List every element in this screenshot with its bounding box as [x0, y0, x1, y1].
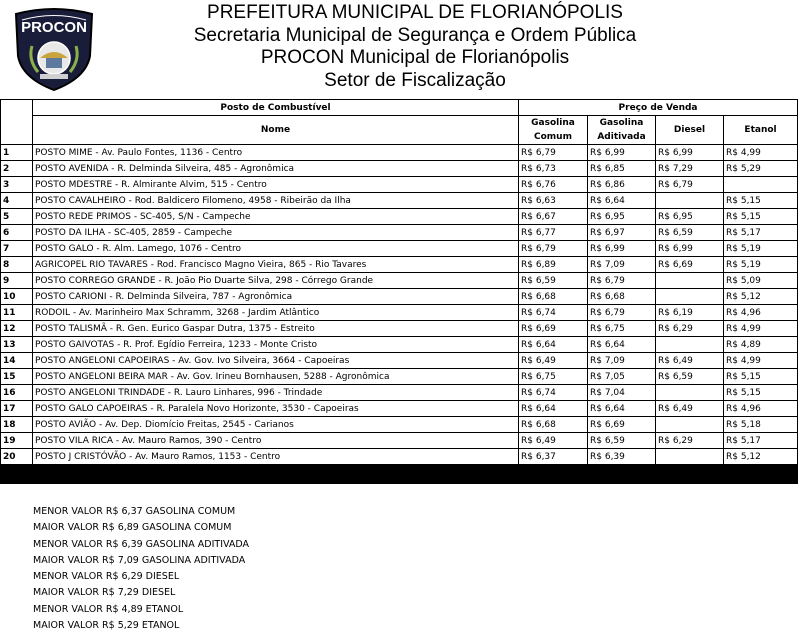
- price-ethanol: R$ 5,15: [724, 369, 798, 385]
- row-number: 18: [1, 417, 33, 433]
- page-header: [130, 2, 700, 92]
- table-row: [1, 385, 798, 401]
- price-diesel: [656, 289, 724, 305]
- price-ethanol: R$ 4,89: [724, 337, 798, 353]
- price-ethanol: R$ 5,17: [724, 433, 798, 449]
- price-ethanol: R$ 5,17: [724, 225, 798, 241]
- price-gasoline-common: R$ 6,49: [519, 353, 588, 369]
- price-ethanol: R$ 5,15: [724, 385, 798, 401]
- price-gasoline-common: R$ 6,76: [519, 177, 588, 193]
- row-number: 14: [1, 353, 33, 369]
- price-diesel: [656, 417, 724, 433]
- price-ethanol: [724, 177, 798, 193]
- procon-logo-icon: [10, 6, 98, 92]
- price-gasoline-additive: R$ 6,75: [588, 321, 656, 337]
- table-row: [1, 289, 798, 305]
- price-gasoline-common: R$ 6,59: [519, 273, 588, 289]
- station-name: POSTO ANGELONI CAPOEIRAS - Av. Gov. Ivo Silveira, 3664 - Capoeiras: [33, 353, 519, 369]
- black-footer-bar: [1, 465, 798, 484]
- price-gasoline-additive: R$ 6,64: [588, 193, 656, 209]
- row-number: 10: [1, 289, 33, 305]
- price-gasoline-common: R$ 6,63: [519, 193, 588, 209]
- station-name: POSTO MDESTRE - R. Almirante Alvim, 515 - Centro: [33, 177, 519, 193]
- price-ethanol: R$ 5,12: [724, 449, 798, 465]
- station-name: POSTO AVIÃO - Av. Dep. Diomício Freitas, 2545 - Carianos: [33, 417, 519, 433]
- row-number: 8: [1, 257, 33, 273]
- price-gasoline-common: R$ 6,67: [519, 209, 588, 225]
- price-diesel: [656, 385, 724, 401]
- table-row: [1, 241, 798, 257]
- summary-line: MAIOR VALOR R$ 7,09 GASOLINA ADITIVADA: [33, 554, 246, 566]
- table-body: [1, 145, 798, 465]
- price-gasoline-common: R$ 6,64: [519, 337, 588, 353]
- header-group-station: Posto de Combustível: [33, 100, 519, 116]
- price-gasoline-additive: R$ 6,99: [588, 145, 656, 161]
- station-name: POSTO AVENIDA - R. Delminda Silveira, 485 - Agronômica: [33, 161, 519, 177]
- row-number: 3: [1, 177, 33, 193]
- fuel-price-table: [0, 99, 798, 484]
- row-number: 6: [1, 225, 33, 241]
- price-gasoline-common: R$ 6,74: [519, 305, 588, 321]
- price-ethanol: R$ 4,99: [724, 145, 798, 161]
- price-gasoline-common: R$ 6,69: [519, 321, 588, 337]
- price-gasoline-additive: R$ 7,04: [588, 385, 656, 401]
- header-diesel: Diesel: [656, 116, 724, 145]
- station-name: RODOIL - Av. Marinheiro Max Schramm, 3268 - Jardim Atlântico: [33, 305, 519, 321]
- price-diesel: R$ 6,59: [656, 369, 724, 385]
- summary-line: MENOR VALOR R$ 6,29 DIESEL: [33, 571, 180, 583]
- price-ethanol: R$ 5,15: [724, 209, 798, 225]
- header-line-secretaria: Secretaria Municipal de Segurança e Ordem Pública: [193, 24, 637, 46]
- price-gasoline-additive: R$ 6,64: [588, 337, 656, 353]
- price-ethanol: R$ 5,12: [724, 289, 798, 305]
- summary-line: MENOR VALOR R$ 4,89 ETANOL: [33, 603, 184, 615]
- price-gasoline-common: R$ 6,73: [519, 161, 588, 177]
- table-row: [1, 225, 798, 241]
- table-row: [1, 257, 798, 273]
- row-number: 5: [1, 209, 33, 225]
- price-diesel: R$ 6,49: [656, 401, 724, 417]
- price-ethanol: R$ 4,99: [724, 353, 798, 369]
- header-blank: [1, 100, 33, 116]
- price-gasoline-additive: R$ 6,79: [588, 273, 656, 289]
- price-gasoline-additive: R$ 6,59: [588, 433, 656, 449]
- price-gasoline-common: R$ 6,75: [519, 369, 588, 385]
- station-name: POSTO MIME - Av. Paulo Fontes, 1136 - Centro: [33, 145, 519, 161]
- station-name: POSTO CAVALHEIRO - Rod. Baldicero Filomeno, 4958 - Ribeirão da Ilha: [33, 193, 519, 209]
- row-number: 4: [1, 193, 33, 209]
- price-ethanol: R$ 5,18: [724, 417, 798, 433]
- price-gasoline-additive: R$ 6,69: [588, 417, 656, 433]
- price-gasoline-common: R$ 6,68: [519, 417, 588, 433]
- price-gasoline-common: R$ 6,74: [519, 385, 588, 401]
- table-row: [1, 321, 798, 337]
- price-diesel: [656, 449, 724, 465]
- price-summary: [33, 504, 249, 634]
- station-name: POSTO CARIONI - R. Delminda Silveira, 787 - Agronômica: [33, 289, 519, 305]
- header-line-prefeitura: PREFEITURA MUNICIPAL DE FLORIANÓPOLIS: [207, 2, 623, 23]
- price-ethanol: R$ 4,96: [724, 401, 798, 417]
- table-row: [1, 193, 798, 209]
- price-diesel: [656, 193, 724, 209]
- header-name: Nome: [33, 116, 519, 145]
- row-number: 2: [1, 161, 33, 177]
- station-name: POSTO GAIVOTAS - R. Prof. Egídio Ferreira, 1233 - Monte Cristo: [33, 337, 519, 353]
- price-diesel: R$ 6,29: [656, 433, 724, 449]
- price-gasoline-common: R$ 6,79: [519, 145, 588, 161]
- price-diesel: R$ 6,69: [656, 257, 724, 273]
- station-name: AGRICOPEL RIO TAVARES - Rod. Francisco Magno Vieira, 865 - Rio Tavares: [33, 257, 519, 273]
- price-gasoline-additive: R$ 6,95: [588, 209, 656, 225]
- price-ethanol: R$ 5,15: [724, 193, 798, 209]
- price-gasoline-common: R$ 6,64: [519, 401, 588, 417]
- table-row: [1, 353, 798, 369]
- header-line-setor: Setor de Fiscalização: [324, 69, 506, 91]
- price-gasoline-additive: R$ 6,85: [588, 161, 656, 177]
- price-ethanol: R$ 5,19: [724, 241, 798, 257]
- header-blank-2: [1, 116, 33, 145]
- price-gasoline-additive: R$ 6,97: [588, 225, 656, 241]
- station-name: POSTO J CRISTÓVÃO - Av. Mauro Ramos, 1153 - Centro: [33, 449, 519, 465]
- price-diesel: R$ 7,29: [656, 161, 724, 177]
- price-diesel: R$ 6,19: [656, 305, 724, 321]
- price-diesel: R$ 6,99: [656, 241, 724, 257]
- price-diesel: R$ 6,79: [656, 177, 724, 193]
- price-gasoline-additive: R$ 6,68: [588, 289, 656, 305]
- station-name: POSTO ANGELONI TRINDADE - R. Lauro Linhares, 996 - Trindade: [33, 385, 519, 401]
- table-row: [1, 449, 798, 465]
- station-name: POSTO REDE PRIMOS - SC-405, S/N - Campeche: [33, 209, 519, 225]
- price-diesel: [656, 337, 724, 353]
- header-ethanol: Etanol: [724, 116, 798, 145]
- header-gasoline-additive: Gasolina Aditivada: [588, 116, 656, 145]
- row-number: 1: [1, 145, 33, 161]
- price-diesel: R$ 6,95: [656, 209, 724, 225]
- row-number: 20: [1, 449, 33, 465]
- table-row: [1, 305, 798, 321]
- row-number: 13: [1, 337, 33, 353]
- table-row: [1, 369, 798, 385]
- price-diesel: R$ 6,49: [656, 353, 724, 369]
- price-ethanol: R$ 5,29: [724, 161, 798, 177]
- price-gasoline-additive: R$ 7,05: [588, 369, 656, 385]
- table-row: [1, 433, 798, 449]
- row-number: 7: [1, 241, 33, 257]
- row-number: 11: [1, 305, 33, 321]
- table-row: [1, 401, 798, 417]
- station-name: POSTO GALO - R. Alm. Lamego, 1076 - Centro: [33, 241, 519, 257]
- summary-line: MAIOR VALOR R$ 6,89 GASOLINA COMUM: [33, 522, 232, 534]
- table-row: [1, 209, 798, 225]
- station-name: POSTO VILA RICA - Av. Mauro Ramos, 390 - Centro: [33, 433, 519, 449]
- row-number: 17: [1, 401, 33, 417]
- price-gasoline-additive: R$ 7,09: [588, 257, 656, 273]
- price-ethanol: R$ 5,09: [724, 273, 798, 289]
- station-name: POSTO GALO CAPOEIRAS - R. Paralela Novo Horizonte, 3530 - Capoeiras: [33, 401, 519, 417]
- summary-line: MAIOR VALOR R$ 7,29 DIESEL: [33, 587, 176, 599]
- price-gasoline-common: R$ 6,37: [519, 449, 588, 465]
- table-row: [1, 161, 798, 177]
- price-diesel: R$ 6,29: [656, 321, 724, 337]
- price-diesel: R$ 6,59: [656, 225, 724, 241]
- station-name: POSTO DA ILHA - SC-405, 2859 - Campeche: [33, 225, 519, 241]
- table-row: [1, 145, 798, 161]
- price-gasoline-additive: R$ 6,99: [588, 241, 656, 257]
- price-ethanol: R$ 5,19: [724, 257, 798, 273]
- price-gasoline-common: R$ 6,68: [519, 289, 588, 305]
- table-row: [1, 177, 798, 193]
- summary-line: MENOR VALOR R$ 6,39 GASOLINA ADITIVADA: [33, 538, 250, 550]
- price-diesel: [656, 273, 724, 289]
- row-number: 16: [1, 385, 33, 401]
- price-ethanol: R$ 4,96: [724, 305, 798, 321]
- price-gasoline-additive: R$ 6,39: [588, 449, 656, 465]
- station-name: POSTO TALISMÃ - R. Gen. Eurico Gaspar Dutra, 1375 - Estreito: [33, 321, 519, 337]
- price-gasoline-additive: R$ 6,64: [588, 401, 656, 417]
- price-gasoline-common: R$ 6,79: [519, 241, 588, 257]
- station-name: POSTO ANGELONI BEIRA MAR - Av. Gov. Irineu Bornhausen, 5288 - Agronômica: [33, 369, 519, 385]
- header-group-price: Preço de Venda: [519, 100, 798, 116]
- price-gasoline-additive: R$ 6,79: [588, 305, 656, 321]
- row-number: 19: [1, 433, 33, 449]
- price-gasoline-common: R$ 6,77: [519, 225, 588, 241]
- logo-text: PROCON: [21, 19, 87, 36]
- row-number: 15: [1, 369, 33, 385]
- price-gasoline-additive: R$ 6,86: [588, 177, 656, 193]
- table-row: [1, 273, 798, 289]
- row-number: 9: [1, 273, 33, 289]
- summary-line: MENOR VALOR R$ 6,37 GASOLINA COMUM: [33, 506, 236, 517]
- header-gasoline-common: Gasolina Comum: [519, 116, 588, 145]
- summary-line: MAIOR VALOR R$ 5,29 ETANOL: [33, 620, 180, 632]
- price-gasoline-common: R$ 6,49: [519, 433, 588, 449]
- price-gasoline-common: R$ 6,89: [519, 257, 588, 273]
- price-ethanol: R$ 4,99: [724, 321, 798, 337]
- price-diesel: R$ 6,99: [656, 145, 724, 161]
- table-row: [1, 417, 798, 433]
- row-number: 12: [1, 321, 33, 337]
- header-line-procon: PROCON Municipal de Florianópolis: [260, 47, 570, 68]
- station-name: POSTO CORREGO GRANDE - R. João Pio Duarte Silva, 298 - Córrego Grande: [33, 273, 519, 289]
- price-gasoline-additive: R$ 7,09: [588, 353, 656, 369]
- table-row: [1, 337, 798, 353]
